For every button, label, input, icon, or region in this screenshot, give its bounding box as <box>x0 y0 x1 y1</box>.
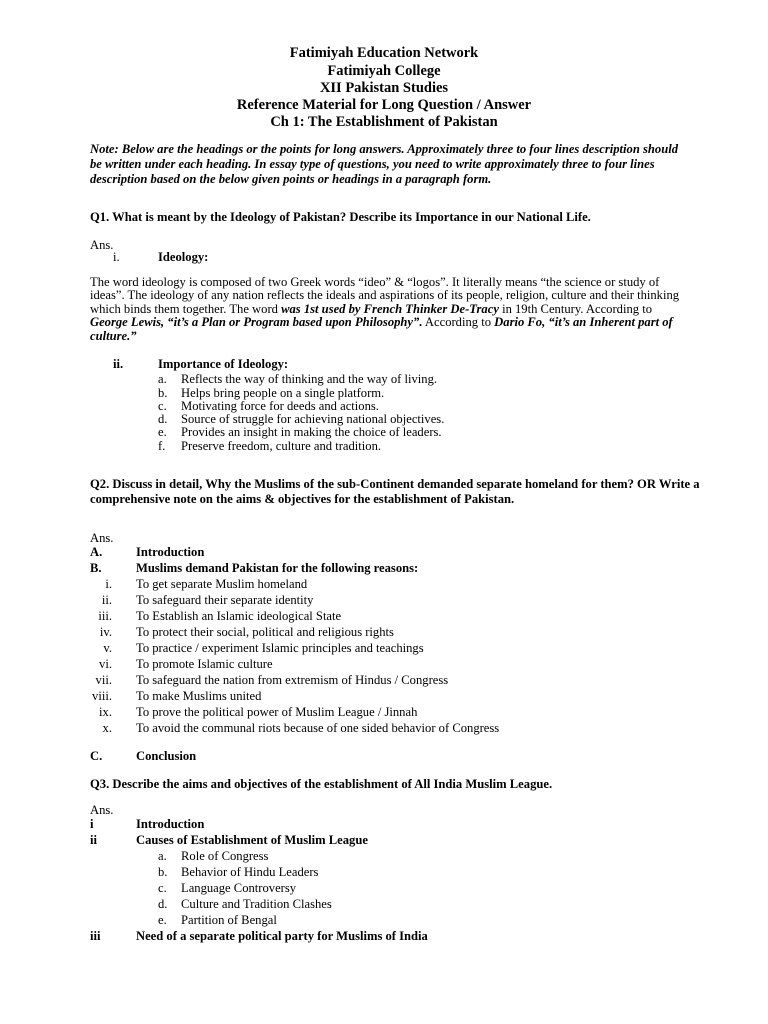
importance-item-num: b. <box>158 386 168 400</box>
reason-num: i. <box>105 577 112 591</box>
header-network: Fatimiyah Education Network <box>289 45 479 61</box>
importance-item-num: f. <box>158 439 166 453</box>
q3-heading-introduction: Introduction <box>136 817 205 831</box>
reason-num: x. <box>102 721 112 735</box>
cause-item: Role of Congress <box>181 849 269 863</box>
q2-heading-c-number: C. <box>90 749 103 763</box>
para-text-1: The word ideology is composed of two Greek words “ideo” & “logos”. It literally means “the science or study of ideas”. The ideology of any nation reflects the ideals and aspirations of its people, religion, culture and their thinking which binds them together. The word <box>90 275 680 316</box>
header-material: Reference Material for Long Question / Answer <box>236 97 532 113</box>
reason-item: To get separate Muslim homeland <box>136 577 308 591</box>
reason-item: To promote Islamic culture <box>136 657 273 671</box>
importance-item: Provides an insight in making the choice of leaders. <box>181 425 442 439</box>
q2-heading-b-number: B. <box>90 561 102 575</box>
q2-heading-conclusion: Conclusion <box>136 749 197 763</box>
q1-heading-1-number: i. <box>113 250 120 264</box>
ideology-paragraph <box>90 276 690 343</box>
importance-item-num: a. <box>158 372 167 386</box>
q2-heading-a-number: A. <box>90 545 103 559</box>
cause-item: Partition of Bengal <box>181 913 277 927</box>
importance-item: Motivating force for deeds and actions. <box>181 399 379 413</box>
para-text-5: According to <box>422 315 495 330</box>
header-chapter: Ch 1: The Establishment of Pakistan <box>270 114 498 130</box>
reason-item: To safeguard their separate identity <box>136 593 314 607</box>
reason-num: vi. <box>99 657 112 671</box>
importance-item: Reflects the way of thinking and the way of living. <box>181 372 438 386</box>
reason-item: To make Muslims united <box>136 689 262 703</box>
cause-num: b. <box>158 865 168 879</box>
q1-heading-ideology: Ideology: <box>158 250 209 264</box>
reason-item: To avoid the communal riots because of one sided behavior of Congress <box>136 721 500 735</box>
reason-num: viii. <box>92 689 112 703</box>
q2-ans-label: Ans. <box>90 531 114 545</box>
para-text-4: George Lewis, “it’s a Plan or Program based upon Philosophy”. <box>90 315 423 330</box>
question-1: Q1. What is meant by the Ideology of Pakistan? Describe its Importance in our National Life. <box>90 210 591 224</box>
reason-num: v. <box>103 641 112 655</box>
q2-heading-reasons: Muslims demand Pakistan for the following reasons: <box>136 561 419 575</box>
header-college: Fatimiyah College <box>327 63 441 79</box>
reason-item: To protect their social, political and religious rights <box>136 625 394 639</box>
question-3: Q3. Describe the aims and objectives of the establishment of All India Muslim League. <box>90 777 553 791</box>
cause-item: Culture and Tradition Clashes <box>181 897 332 911</box>
reason-num: iv. <box>99 625 112 639</box>
importance-item: Source of struggle for achieving national objectives. <box>181 412 445 426</box>
q1-ans-label: Ans. <box>90 238 114 252</box>
q1-heading-importance: Importance of Ideology: <box>158 357 289 371</box>
cause-item: Language Controversy <box>181 881 297 895</box>
q3-heading-iii-number: iii <box>90 929 101 943</box>
reason-item: To Establish an Islamic ideological State <box>136 609 342 623</box>
q3-heading-causes: Causes of Establishment of Muslim League <box>136 833 368 847</box>
reason-num: vii. <box>95 673 112 687</box>
q3-ans-label: Ans. <box>90 803 114 817</box>
para-text-3: in 19th Century. According to <box>498 301 653 316</box>
cause-num: a. <box>158 849 167 863</box>
cause-num: d. <box>158 897 168 911</box>
q1-heading-2-number: ii. <box>113 357 124 371</box>
reason-num: ii. <box>101 593 112 607</box>
q3-heading-political-party: Need of a separate political party for Muslims of India <box>136 929 428 943</box>
header-subject: XII Pakistan Studies <box>319 80 449 96</box>
reason-item: To practice / experiment Islamic principles and teachings <box>136 641 424 655</box>
q3-heading-ii-number: ii <box>90 833 97 847</box>
importance-item: Helps bring people on a single platform. <box>181 386 385 400</box>
reason-item: To safeguard the nation from extremism of Hindus / Congress <box>136 673 449 687</box>
importance-item-num: d. <box>158 412 168 426</box>
para-text-2: was 1st used by French Thinker De-Tracy <box>281 301 499 316</box>
note-paragraph: Note: Below are the headings or the points for long answers. Approximately three to four lines description should be written under each heading. In essay type of questions, you need to write approximately three to four lines description based on the below given points or headings in a paragraph form. <box>90 142 679 187</box>
cause-item: Behavior of Hindu Leaders <box>181 865 319 879</box>
reason-num: iii. <box>98 609 112 623</box>
reason-item: To prove the political power of Muslim League / Jinnah <box>136 705 418 719</box>
importance-item: Preserve freedom, culture and tradition. <box>181 439 382 453</box>
reason-num: ix. <box>99 705 112 719</box>
question-2: Q2. Discuss in detail, Why the Muslims of the sub-Continent demanded separate homeland for them? OR Write a comprehensive note on the aims & objectives for the establishment of Pakistan. <box>90 477 700 507</box>
importance-item-num: c. <box>158 399 167 413</box>
q2-heading-introduction: Introduction <box>136 545 205 559</box>
para-text-6: Dario Fo, “it’s an Inherent part of culture.” <box>90 315 673 343</box>
cause-num: c. <box>158 881 167 895</box>
q3-heading-i-number: i <box>90 817 94 831</box>
importance-item-num: e. <box>158 425 167 439</box>
cause-num: e. <box>158 913 167 927</box>
